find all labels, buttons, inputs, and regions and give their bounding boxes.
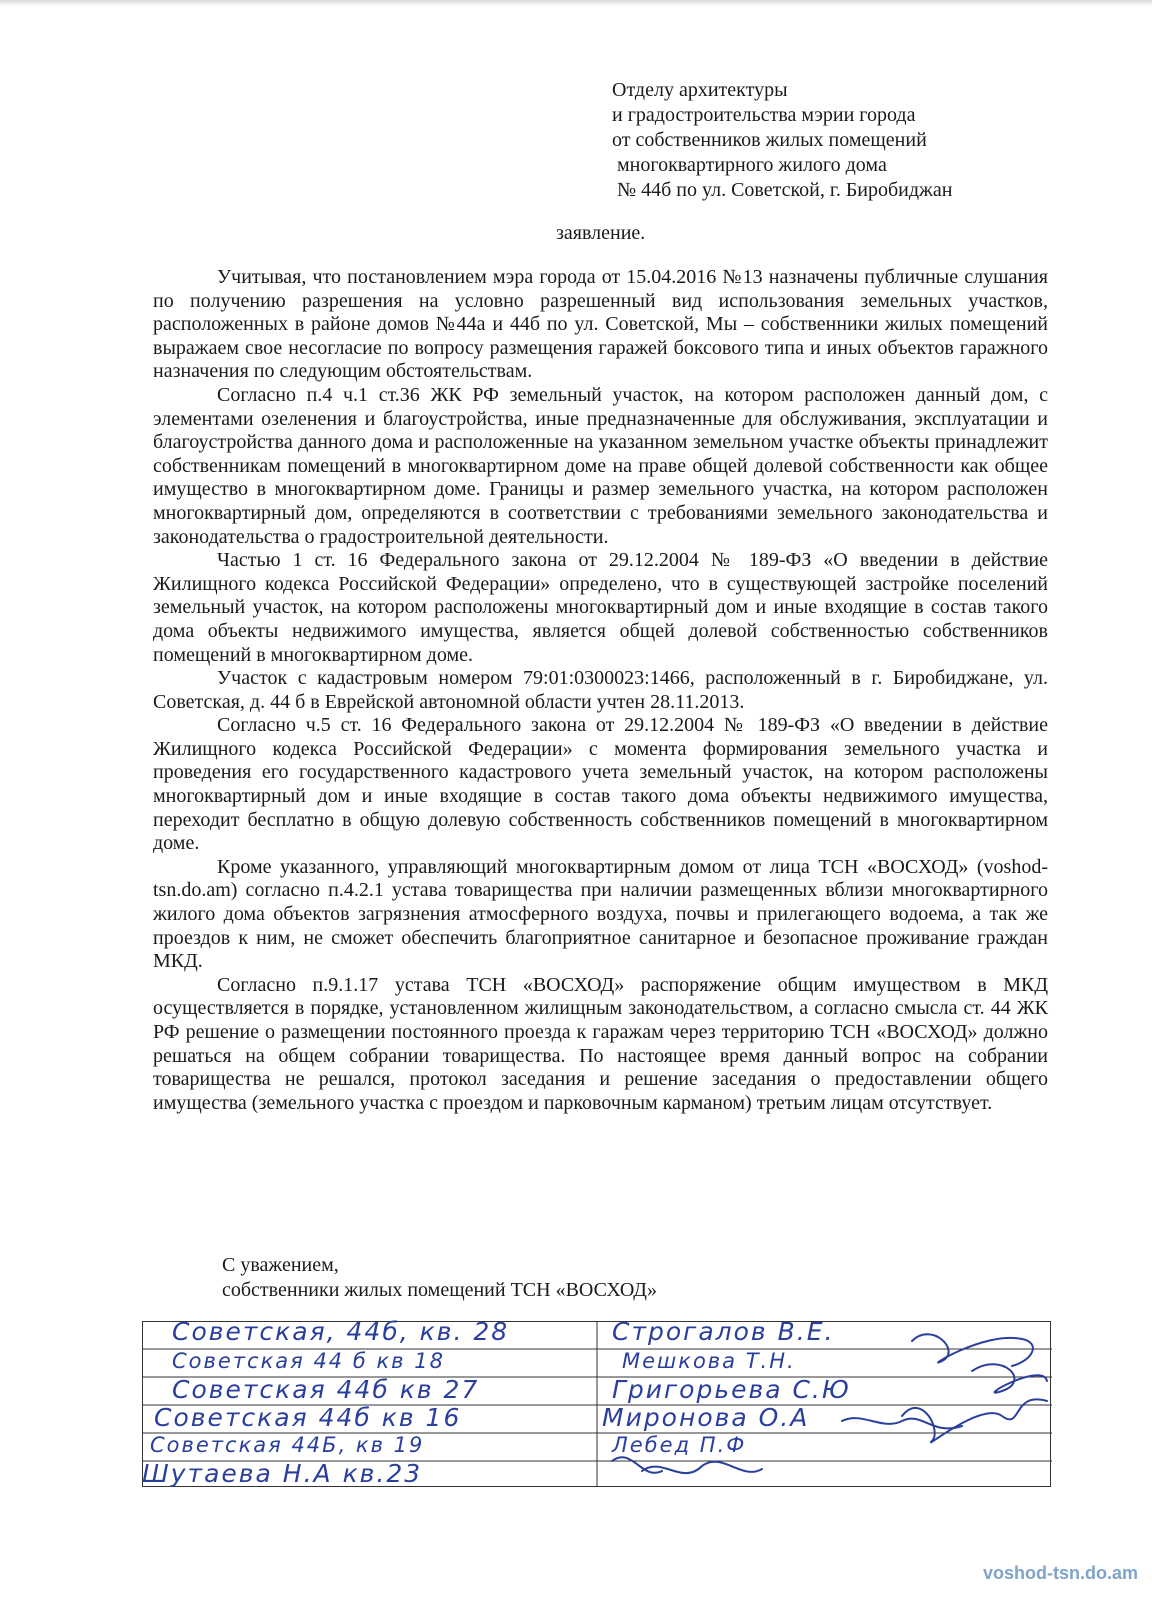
addressee-line: и градостроительства мэрии города — [612, 104, 916, 126]
paragraph: Кроме указанного, управляющий многоквартирным домом от лица ТСН «ВОСХОД» (voshod-tsn.do.am) согласно п.4.2.1 устава товарищества при наличии размещенных вблизи многоквартирного жилого дома объектов загрязнения атмосферного воздуха, почвы и прилегающего водоема, а так же проездов к ним, не сможет обеспечить благоприятное санитарное и безопасное проживание граждан МКД. — [153, 855, 1048, 973]
document-body — [153, 266, 1048, 1115]
addressee-block — [612, 78, 952, 203]
closing-signatories: собственники жилых помещений ТСН «ВОСХОД» — [222, 1279, 657, 1301]
signature-address: Советская, 44б, кв. 28 — [172, 1317, 510, 1346]
paragraph: Согласно п.4 ч.1 ст.36 ЖК РФ земельный участок, на котором расположен данный дом, с элементами озеленения и благоустройства, иные предназначенные для обслуживания, эксплуатации и благоустройства данного дома и расположенные на указанном земельном участке объекты принадлежит собственникам помещений в многоквартирном доме на праве общей долевой собственности как общее имущество в многоквартирном доме. Границы и размер земельного участка, на котором расположен многоквартирный дом, определяются в соответствии с требованиями земельного законодательства и законодательства о градостроительной деятельности. — [153, 383, 1048, 548]
signature-name: Мешкова Т.Н. — [622, 1349, 796, 1373]
signature-scribble — [972, 1364, 1047, 1392]
signature-name: Григорьева С.Ю — [612, 1375, 851, 1404]
paragraph: Учитывая, что постановлением мэра города от 15.04.2016 №13 назначены публичные слушания по получению разрешения на условно разрешенный вид использования земельных участков, расположенных в районе домов №44а и 44б по ул. Советской, Мы – собственники жилых помещений выражаем свое несогласие по вопросу размещения гаражей боксового типа и иных объектов гаражного назначения по следующим обстоятельствам. — [153, 266, 1048, 383]
site-watermark: voshod-tsn.do.am — [982, 1563, 1138, 1583]
closing-block — [222, 1253, 657, 1303]
signature-scribble — [612, 1457, 662, 1473]
paragraph: Частью 1 ст. 16 Федерального закона от 29.12.2004 № 189-ФЗ «О введении в действие Жилищного кодекса Российской Федерации» определено, что в существующей застройке поселений земельный участок, на котором расположены многоквартирный дом и иные входящие в состав такого дома объекты недвижимого имущества, является общей долевой собственностью собственников помещений в многоквартирном доме. — [153, 549, 1048, 666]
signature-address: Советская 44Б, кв 19 — [150, 1433, 425, 1457]
scan-top-edge — [0, 0, 1152, 6]
addressee-line: многоквартирного жилого дома — [617, 154, 887, 176]
signature-table — [142, 1317, 1052, 1488]
addressee-line: Отделу архитектуры — [612, 79, 788, 101]
signature-name: Лебед П.Ф — [612, 1433, 747, 1457]
document-title: заявление. — [556, 222, 646, 244]
addressee-line: от собственников жилых помещений — [612, 129, 927, 151]
signature-address: Шутаева Н.А кв.23 — [142, 1459, 423, 1488]
paragraph: Согласно п.9.1.17 устава ТСН «ВОСХОД» распоряжение общим имуществом в МКД осуществляется в порядке, установленном жилищным законодательством, а согласно смысла ст. 44 ЖК РФ решение о размещении постоянного проезда к гаражам через территорию ТСН «ВОСХОД» должно решаться на общем собрании товарищества. По настоящее время данный вопрос на собрании товарищества не решался, протокол заседания и решение заседания о предоставлении общего имущества (земельного участка с проездом и парковочным карманом) третьим лицам отсутствует. — [153, 973, 1048, 1114]
handwritten-signature-marks — [142, 1321, 1052, 1487]
closing-salutation: С уважением, — [222, 1254, 339, 1276]
paragraph: Согласно ч.5 ст. 16 Федерального закона от 29.12.2004 № 189-ФЗ «О введении в действие Жилищного кодекса Российской Федерации» с момента формирования земельного участка и проведения его государственного кадастрового учета земельный участок, на котором расположены многоквартирный дом и иные входящие в состав такого дома объекты недвижимого имущества, переходит бесплатно в общую долевую собственность собственников помещений в многоквартирном доме. — [153, 714, 1048, 855]
signature-address: Советская 44 б кв 18 — [172, 1349, 445, 1373]
addressee-line: № 44б по ул. Советской, г. Биробиджан — [617, 179, 953, 201]
signature-address: Советская 44б кв 16 — [154, 1403, 462, 1432]
signature-name: Миронова О.А — [602, 1403, 810, 1432]
signature-scribble — [912, 1334, 1033, 1366]
signature-name: Строгалов В.Е. — [612, 1317, 835, 1346]
signature-scribble — [842, 1418, 962, 1428]
signature-address: Советская 44б кв 27 — [172, 1375, 480, 1404]
paragraph: Участок с кадастровым номером 79:01:0300023:1466, расположенный в г. Биробиджане, ул. Советская, д. 44 б в Еврейской автономной области учтен 28.11.2013. — [153, 667, 1048, 713]
